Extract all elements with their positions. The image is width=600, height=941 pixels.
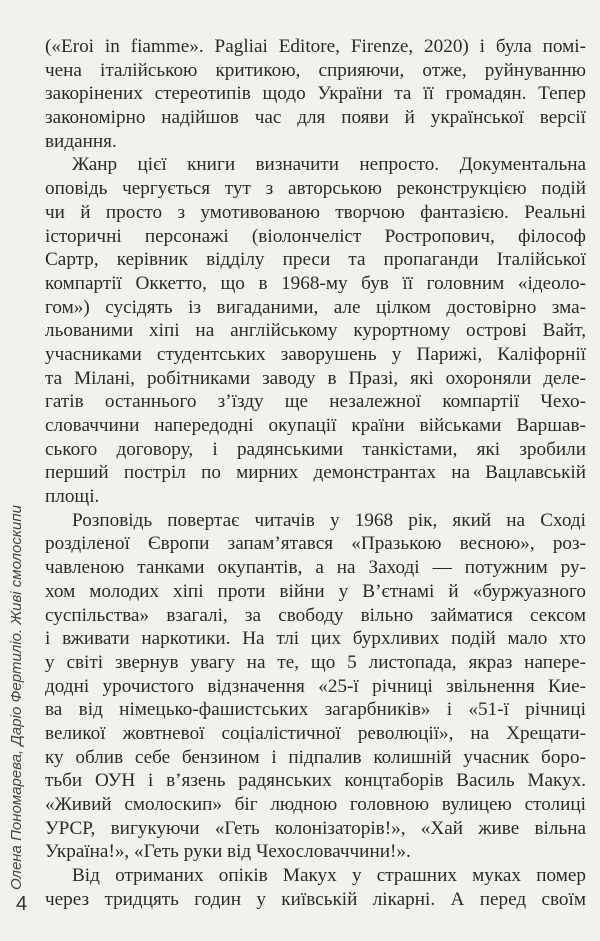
paragraph bbox=[45, 864, 586, 911]
text-line: та Мілані, робітниками заводу в Празі, які охороняли деле- bbox=[45, 367, 586, 389]
text-line: чена італійською критикою, сприяючи, отже, руйнуванню bbox=[45, 59, 586, 81]
text-line: і вживати наркотики. На тлі цих бурхливих подій мало хто bbox=[45, 628, 586, 650]
text-line: Сартр, керівник відділу преси та пропаганди Італійської bbox=[45, 249, 586, 271]
text-line: ва від німецько-фашистських загарбників» і «51-ї річниці bbox=[45, 699, 586, 721]
text-line: видання. bbox=[45, 130, 117, 152]
text-line: Україна!», «Геть руки від Чехословаччини!». bbox=[45, 841, 411, 863]
text-line: тьби ОУН і в’язень радянських концтаборів Василь Макух. bbox=[45, 770, 586, 792]
running-header-author-title: Олена Пономарева, Даріо Фертиліо. Живі смолоскипи bbox=[8, 505, 25, 890]
text-line: закорінених стереотипів щодо України та її громадян. Тепер bbox=[45, 83, 586, 105]
text-line: закономірно надійшов час для появи й української версії bbox=[45, 107, 586, 129]
text-line: («Eroi in fiamme». Pagliai Editore, Firenze, 2020) і була помі- bbox=[45, 36, 586, 57]
text-line: у світі звернув увагу на те, що 5 листопада, якраз напере- bbox=[45, 651, 586, 673]
text-line: чи й просто з умотивованою творчою фантазією. Реальні bbox=[45, 201, 586, 223]
paragraph bbox=[45, 35, 586, 153]
text-line: льованими хіпі на англійському курортному острові Вайт, bbox=[45, 320, 586, 342]
text-line: УРСР, вигукуючи «Геть колонізаторів!», «Хай живе вільна bbox=[45, 817, 586, 839]
text-line: хом молодих хіпі проти війни у В’єтнамі й «буржуазного bbox=[45, 580, 586, 602]
text-line: великої жовтневої соціалістичної революції», на Хрещати- bbox=[45, 722, 586, 744]
text-line: компартії Оккетто, що в 1968-му був її головним «ідеоло- bbox=[45, 272, 586, 294]
page-number: 4 bbox=[16, 893, 28, 915]
text-line: учасниками студентських заворушень у Парижі, Каліфорнії bbox=[45, 343, 586, 365]
paragraph bbox=[45, 509, 586, 864]
text-line: площі. bbox=[45, 486, 100, 508]
text-line: оповідь чергується тут з авторською реконструкцією подій bbox=[45, 178, 586, 200]
book-page-text bbox=[45, 35, 586, 911]
text-line: Жанр цієї книги визначити непросто. Документальна bbox=[72, 154, 586, 176]
text-line: ського договору, і радянськими танкістами, які зробили bbox=[45, 438, 586, 460]
text-line: перший постріл по мирних демонстрантах на Вацлавській bbox=[45, 462, 586, 484]
text-line: через тридцять годин у київській лікарні. А перед своїм bbox=[45, 888, 586, 910]
text-line: чавленою танками окупантів, а на Заході — потужним ру- bbox=[45, 557, 586, 579]
text-line: «Живий смолоскип» біг людною головною вулицею столиці bbox=[45, 794, 586, 815]
text-line: історичні персонажі (віолончеліст Ростропович, філософ bbox=[45, 225, 586, 247]
text-line: Розповідь повертає читачів у 1968 рік, який на Сході bbox=[72, 509, 586, 531]
text-line: розділеної Європи запам’ятався «Празькою весною», роз- bbox=[45, 533, 586, 555]
text-line: словаччини напередодні окупації країни військами Варшав- bbox=[45, 415, 586, 436]
text-line: гом») сусідять із вигаданими, але цілком достовірно зма- bbox=[45, 296, 586, 318]
text-line: гатів останнього з’їзду ще незалежної компартії Чехо- bbox=[45, 391, 586, 413]
text-line: додні урочистого відзначення «25-ї річниці звільнення Кие- bbox=[45, 675, 586, 697]
text-line: суспільства» взагалі, за свободу вільно займатися сексом bbox=[45, 604, 586, 626]
text-line: Від отриманих опіків Макух у страшних муках помер bbox=[72, 865, 586, 887]
text-line: ку облив себе бензином і підпалив колишній учасник боро- bbox=[45, 746, 586, 768]
paragraph bbox=[45, 153, 586, 508]
